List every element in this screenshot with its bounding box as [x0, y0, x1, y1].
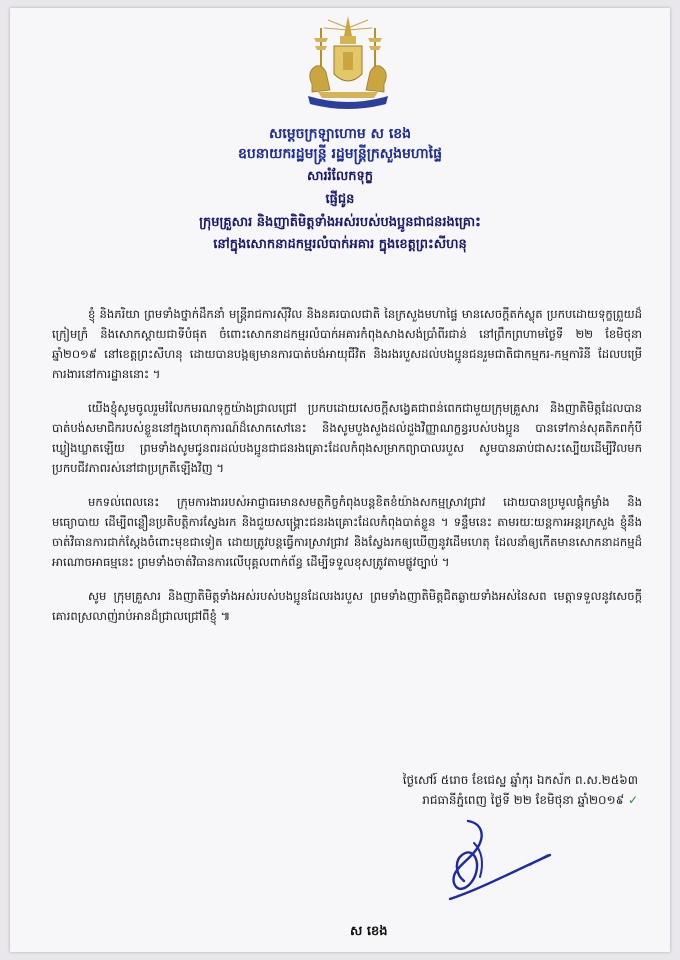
minister-name-header: សម្ដេចក្រឡាហោម ស ខេង — [268, 126, 412, 142]
handwritten-signature — [410, 803, 560, 923]
body-paragraph: មកទល់ពេលនេះ ក្រុមការងាររបស់អាជ្ញាធរមានសមត្ថកិច្ចកំពុងបន្តខិតខំយ៉ាងសកម្មស្រាវជ្រាវ ដោយបានប្រមូលផ្ដុំកម្លាំង និងមធ្យោបាយ ដើម្បីពន្លឿនប្រតិបត្តិការស្វែងរក និងជួយសង្គ្រោះជនរងគ្រោះដែលកំពុងបាត់ខ្លួន ។ ទន្ទឹមនេះ តាមរយៈយន្តការអន្តរក្រសួង ខ្ញុំនឹងចាត់វិធានការជាក់ស្ដែងចំពោះមុខជាទៀត ដោយត្រូវបន្តធ្វើការស្រាវជ្រាវ និងស្វែងរកឲ្យឃើញនូវដើមហេតុ ដែលនាំឲ្យកើតមានសោកនាដកម្មដ៏អាណោចអាធម្មនេះ ព្រមទាំងចាត់វិធានការលើបុគ្គលពាក់ព័ន្ធ ដើម្បីទទួលខុសត្រូវតាមផ្លូវច្បាប់ ។ — [52, 495, 642, 569]
letter-title: សាររំលែកទុក្ខ — [306, 169, 373, 184]
minister-title-header: ឧបនាយករដ្ឋមន្ត្រី រដ្ឋមន្ត្រីក្រសួងមហាផ្ទៃ — [237, 146, 442, 162]
letter-body — [52, 304, 642, 640]
place-and-date: រាជធានីភ្នំពេញ ថ្ងៃទី ២២ ខែមិថុនា ឆ្នាំ២០១៩ — [422, 793, 625, 807]
letter-recipients: ក្រុមគ្រួសារ និងញាតិមិត្តទាំងអស់របស់បងប្អូនជាជនរងគ្រោះ — [199, 215, 481, 230]
letter-subject: នៅក្នុងសោកនាដកម្មរលំបាក់អគារ ក្នុងខេត្តព្រះសីហនុ — [213, 237, 467, 252]
letter-addressed-to: ផ្ញើជូន — [325, 192, 355, 207]
letter-page — [10, 8, 670, 952]
body-paragraph: សូម ក្រុមគ្រួសារ និងញាតិមិត្តទាំងអស់របស់បងប្អូនដែលរងរបួស ព្រមទាំងញាតិមិត្តជិតឆ្ងាយទាំងអស់នៃសព មេត្តាទទួលនូវសេចក្ដីគោរពស្រលាញ់រាប់អានដ៏ជ្រាលជ្រៅពីខ្ញុំ ៕ — [52, 589, 642, 623]
body-paragraph: ខ្ញុំ និងភរិយា ព្រមទាំងថ្នាក់ដឹកនាំ មន្ត្រីរាជការស៊ីវិល និងនគរបាលជាតិ នៃក្រសួងមហាផ្ទៃ មានសេចក្ដីតក់ស្លុត ប្រកបដោយទុក្ខព្រួយដ៏ក្រៀមក្រំ និងសោកស្ដាយជាទីបំផុត ចំពោះសោកនាដកម្មរលំបាក់អគារកំពុងសាងសង់ប្រាំពីរជាន់ នៅព្រឹកព្រហាមថ្ងៃទី ២២ ខែមិថុនា ឆ្នាំ២០១៩ នៅខេត្តព្រះសីហនុ ដោយបានបង្កឲ្យមានការបាត់បង់អាយុជីវិត និងរងរបួសដល់បងប្អូនជនរួមជាតិជាកម្មករ-កម្មការិនី ដែលបម្រើការងារនៅការដ្ឋាននោះ ។ — [52, 307, 642, 381]
body-paragraph: យើងខ្ញុំសូមចូលរួមរំលែកមរណទុក្ខយ៉ាងជ្រាលជ្រៅ ប្រកបដោយសេចក្ដីសង្វេគជាពន់ពេកជាមួយក្រុមគ្រួសារ និងញាតិមិត្តដែលបានបាត់បង់សមាជិករបស់ខ្លួននៅក្នុងហេតុការណ៍ដ៏សោកសៅនេះ និងសូមបួងសួងដល់ដួងវិញ្ញាណក្ខន្ធរបស់បងប្អូន បានទៅកាន់សុគតិភពកុំបីឃ្លៀងឃ្លាតឡើយ ព្រមទាំងសូមជូនពរដល់បងប្អូនជាជនរងគ្រោះដែលកំពុងសម្រាកព្យាបាលរបួស សូមបានឆាប់ជាសះស្បើយដើម្បីវិលមកប្រកបជីវភាពរស់នៅជាប្រក្រតីឡើងវិញ ។ — [52, 401, 642, 475]
signer-name: ស ខេង — [350, 924, 388, 939]
check-mark: ✓ — [627, 793, 638, 807]
royal-arms-emblem — [298, 14, 398, 112]
lunar-date: ថ្ងៃសៅរ៍ ៥រោច ខែជេស្ឋ ឆ្នាំកុរ ឯកស័ក ព.ស.២៥៦៣ — [402, 773, 638, 787]
